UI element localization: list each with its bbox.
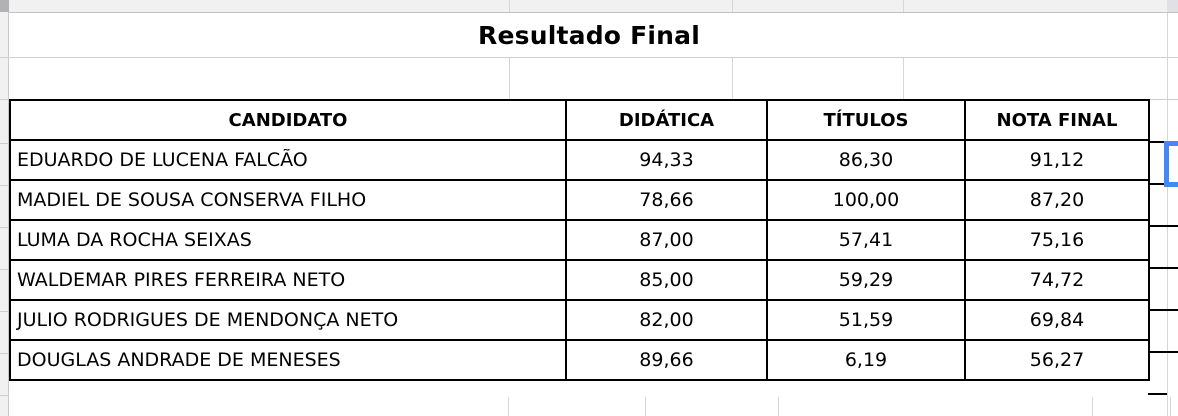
header-row [10, 100, 1149, 140]
gridline [0, 185, 9, 186]
table-row [10, 340, 1149, 380]
row-header-strip[interactable] [0, 12, 9, 416]
cell-titulos[interactable]: 57,41 [767, 220, 965, 260]
cell-titulos[interactable]: 6,19 [767, 340, 965, 380]
cell-candidato[interactable]: EDUARDO DE LUCENA FALCÃO [10, 140, 566, 180]
column-header-candidato[interactable]: CANDIDATO [10, 100, 566, 140]
gridline [903, 58, 904, 99]
cell-candidato[interactable]: DOUGLAS ANDRADE DE MENESES [10, 340, 566, 380]
table-row [10, 180, 1149, 220]
cell-didatica[interactable]: 89,66 [566, 340, 767, 380]
gridline [732, 0, 733, 12]
gridline [1170, 397, 1171, 416]
cell-titulos[interactable]: 51,59 [767, 300, 965, 340]
partial-row-top[interactable] [9, 0, 1178, 12]
selected-cell-outline[interactable] [1164, 141, 1178, 187]
gridline [1148, 99, 1178, 100]
table-row [10, 140, 1149, 180]
cell-candidato[interactable]: WALDEMAR PIRES FERREIRA NETO [10, 260, 566, 300]
cell-titulos[interactable]: 59,29 [767, 260, 965, 300]
table-row [10, 260, 1149, 300]
gridline [0, 353, 9, 354]
column-header-nota-final[interactable]: NOTA FINAL [965, 100, 1149, 140]
border-extension [1148, 267, 1178, 269]
border-extension [1148, 393, 1167, 395]
gridline [0, 57, 9, 58]
title-cell[interactable] [9, 13, 1169, 57]
gridline [0, 269, 9, 270]
gridline [645, 397, 646, 416]
gridline [0, 99, 9, 100]
cell-didatica[interactable]: 85,00 [566, 260, 767, 300]
border-extension [1148, 351, 1178, 353]
selected-column-highlight [1167, 0, 1178, 12]
cell-candidato[interactable]: MADIEL DE SOUSA CONSERVA FILHO [10, 180, 566, 220]
table-row [10, 300, 1149, 340]
cell-didatica[interactable]: 94,33 [566, 140, 767, 180]
gridline [0, 227, 9, 228]
sheet-title: Resultado Final [478, 20, 700, 50]
cell-nota-final[interactable]: 87,20 [965, 180, 1149, 220]
table-row [10, 220, 1149, 260]
cell-candidato[interactable]: LUMA DA ROCHA SEIXAS [10, 220, 566, 260]
results-table [9, 99, 1150, 381]
gridline [9, 57, 1178, 58]
gridline [903, 0, 904, 12]
cell-didatica[interactable]: 87,00 [566, 220, 767, 260]
sheet-corner[interactable] [0, 0, 9, 12]
cell-titulos[interactable]: 100,00 [767, 180, 965, 220]
cell-didatica[interactable]: 82,00 [566, 300, 767, 340]
gridline [509, 58, 510, 99]
column-header-didatica[interactable]: DIDÁTICA [566, 100, 767, 140]
cell-nota-final[interactable]: 56,27 [965, 340, 1149, 380]
gridline [0, 143, 9, 144]
border-extension [1148, 309, 1178, 311]
column-header-titulos[interactable]: TÍTULOS [767, 100, 965, 140]
gridline [509, 0, 510, 12]
cell-nota-final[interactable]: 69,84 [965, 300, 1149, 340]
gridline [0, 311, 9, 312]
border-extension [1148, 225, 1178, 227]
gridline [1092, 397, 1093, 416]
gridline [1167, 13, 1168, 416]
gridline [508, 397, 509, 416]
cell-didatica[interactable]: 78,66 [566, 180, 767, 220]
cell-nota-final[interactable]: 75,16 [965, 220, 1149, 260]
gridline [732, 58, 733, 99]
cell-titulos[interactable]: 86,30 [767, 140, 965, 180]
gridline [778, 397, 779, 416]
cell-nota-final[interactable]: 74,72 [965, 260, 1149, 300]
gridline [0, 395, 9, 396]
cell-nota-final[interactable]: 91,12 [965, 140, 1149, 180]
cell-candidato[interactable]: JULIO RODRIGUES DE MENDONÇA NETO [10, 300, 566, 340]
